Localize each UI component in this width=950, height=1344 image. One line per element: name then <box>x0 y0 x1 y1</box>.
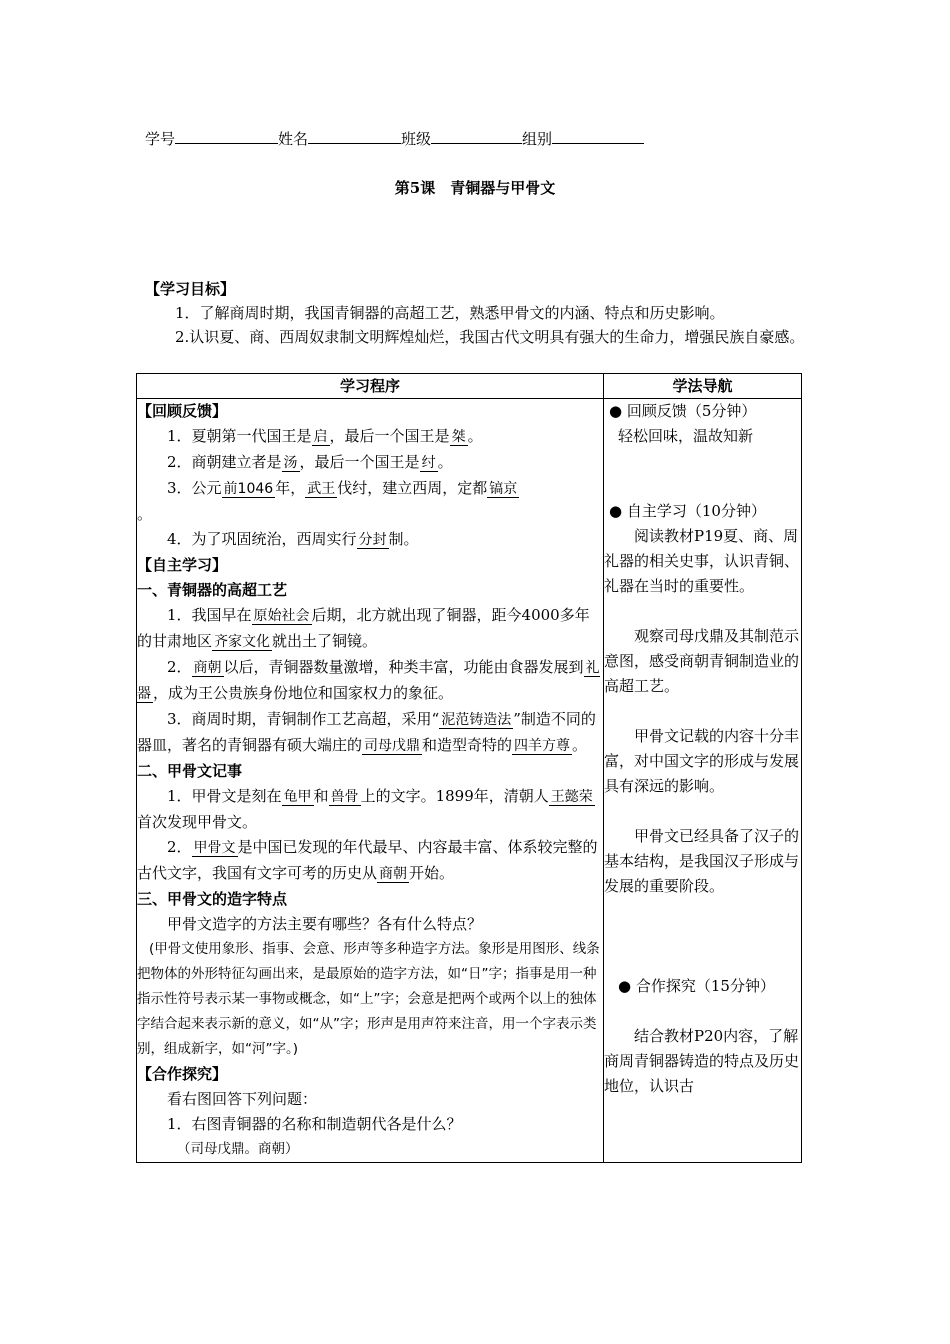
answer-blank[interactable]: 齐家文化 <box>214 634 271 650</box>
question-text: 年， <box>275 479 306 497</box>
self-study-heading: 【自主学习】 <box>137 556 228 574</box>
question-text: 开始。 <box>409 864 455 882</box>
answer-blank[interactable]: 原始社会 <box>253 608 310 624</box>
review-question-1 <box>137 424 603 450</box>
student-name-blank[interactable] <box>308 129 401 144</box>
section-1-question-2 <box>137 655 603 707</box>
section-3-title: 三、甲骨文的造字特点 <box>137 890 288 908</box>
question-text: 上的文字。1899年，清朝人 <box>360 787 549 805</box>
cooperation-question-1: 1．右图青铜器的名称和制造朝代各是什么？ <box>167 1115 462 1133</box>
review-heading: 【回顾反馈】 <box>137 402 228 420</box>
answer-blank[interactable]: 四羊方尊 <box>514 738 571 754</box>
answer-blank[interactable]: 前1046 <box>223 481 274 497</box>
answer-blank[interactable]: 王懿荣 <box>550 789 593 805</box>
question-text: 和造型奇特的 <box>422 736 513 754</box>
section-2-question-1 <box>137 784 603 835</box>
question-text: 2． <box>167 838 192 856</box>
question-text: 。 <box>137 505 153 523</box>
objectives-heading: 【学习目标】 <box>145 280 236 298</box>
guide-cooperation-title: ● 合作探究（15分钟） <box>618 977 775 995</box>
student-id-label: 学号 <box>145 130 176 148</box>
study-table <box>136 373 802 1163</box>
answer-blank[interactable]: 镐京 <box>489 481 518 497</box>
cooperation-heading: 【合作探究】 <box>137 1065 228 1083</box>
section-1-question-3 <box>137 707 603 759</box>
review-question-3 <box>137 476 603 527</box>
question-text: 4．为了巩固统治，西周实行 <box>167 530 357 548</box>
section-1-question-1 <box>137 603 603 655</box>
question-text: 。 <box>572 736 588 754</box>
answer-blank[interactable]: 兽骨 <box>330 789 359 805</box>
class-label: 班级 <box>401 130 432 148</box>
answer-blank[interactable]: 分封 <box>358 532 387 548</box>
question-text: ，成为王公贵族身份地位和国家权力的象征。 <box>153 684 454 702</box>
answer-blank[interactable]: 启 <box>313 429 328 445</box>
question-text: 3．公元 <box>167 479 222 497</box>
answer-blank[interactable]: 泥范铸造法 <box>441 712 512 728</box>
answer-blank[interactable]: 汤 <box>283 455 298 471</box>
section-1-title: 一、青铜器的高超工艺 <box>137 581 288 599</box>
guide-oracle-structure-text: 甲骨文已经具备了汉子的基本结构，是我国汉子形成与发展的重要阶段。 <box>604 827 800 895</box>
question-text: 以后，青铜器数量激增，种类丰富，功能由食器发展到 <box>223 658 584 676</box>
class-blank[interactable] <box>431 129 522 144</box>
question-text: 和 <box>313 787 329 805</box>
answer-blank[interactable]: 纣 <box>421 455 436 471</box>
student-id-blank[interactable] <box>175 129 278 144</box>
answer-blank[interactable]: 甲骨文 <box>193 840 236 856</box>
section-2-question-2 <box>137 835 603 887</box>
student-info-line <box>145 128 644 149</box>
guide-review-title: ● 回顾反馈（5分钟） <box>609 402 757 420</box>
question-text: ，最后一个国王是 <box>329 427 450 445</box>
question-text: 2． <box>167 658 192 676</box>
learning-objectives <box>145 277 810 349</box>
guide-cauldron-text: 观察司母戊鼎及其制范示意图，感受商朝青铜制造业的高超工艺。 <box>604 627 800 695</box>
guide-self-study-title: ● 自主学习（10分钟） <box>609 502 766 520</box>
procedure-column <box>137 399 604 1163</box>
guide-oracle-content-text: 甲骨文记载的内容十分丰富，对中国文字的形成与发展具有深远的影响。 <box>604 727 800 795</box>
guide-review-text: 轻松回味，温故知新 <box>618 427 754 445</box>
question-text: ，最后一个国王是 <box>299 453 420 471</box>
question-text: 制。 <box>388 530 419 548</box>
student-name-label: 姓名 <box>278 130 309 148</box>
question-text: 伐纣，建立西周，定都 <box>337 479 488 497</box>
section-3-answer: (甲骨文使用象形、指事、会意、形声等多种造字方法。象形是用图形、线条把物体的外形特征勾画出来，是最原始的造字方法，如“日”字；指事是用一种指示性符号表示某一事物或概念，如“上”字；会意是把两个或两个以上的独体字结合起来表示新的意义，如“从”字；形声是用声符来注音，用一个字表示类别，组成新字，如“河”字。) <box>137 941 600 1057</box>
answer-blank[interactable]: 商朝 <box>193 660 222 676</box>
lesson-title: 第5课 青铜器与甲骨文 <box>394 179 556 197</box>
objective-item-2: 2.认识夏、商、西周奴隶制文明辉煌灿烂，我国古代文明具有强大的生命力，增强民族自豪感。 <box>175 328 805 346</box>
answer-blank[interactable]: 司母戊鼎 <box>364 738 421 754</box>
question-text: ”制造不同的器皿，著名的青铜器有硕大端庄的 <box>137 710 596 754</box>
question-text: 后期，北方就出现了铜器，距今4000多年的甘肃地区 <box>137 606 590 650</box>
guide-header: 学法导航 <box>604 374 802 399</box>
question-text: 2．商朝建立者是 <box>167 453 282 471</box>
answer-blank[interactable]: 桀 <box>451 429 466 445</box>
question-text: 1．甲骨文是刻在 <box>167 787 282 805</box>
objective-item-1: 1．了解商周时期，我国青铜器的高超工艺，熟悉甲骨文的内涵、特点和历史影响。 <box>175 304 725 322</box>
question-text: 1．我国早在 <box>167 606 252 624</box>
guide-column <box>604 399 802 1163</box>
answer-blank[interactable]: 武王 <box>307 481 336 497</box>
cooperation-answer-1: （司母戊鼎。商朝） <box>177 1141 299 1157</box>
group-label: 组别 <box>522 130 553 148</box>
question-text: 就出土了铜镜。 <box>272 632 378 650</box>
answer-blank[interactable]: 商朝 <box>379 866 408 882</box>
answer-blank[interactable]: 礼器 <box>137 660 600 702</box>
question-text: 。 <box>467 427 483 445</box>
review-question-2 <box>137 450 603 476</box>
guide-self-study-text: 阅读教材P19夏、商、周礼器的相关史事，认识青铜、礼器在当时的重要性。 <box>604 527 800 595</box>
answer-blank[interactable]: 龟甲 <box>283 789 312 805</box>
question-text: 是中国已发现的年代最早、内容最丰富、体系较完整的古代文字，我国有文字可考的历史从 <box>137 838 598 882</box>
question-text: 3．商周时期，青铜制作工艺高超，采用“ <box>167 710 440 728</box>
section-3-question: 甲骨文造字的方法主要有哪些？各有什么特点？ <box>167 915 483 933</box>
question-text: 。 <box>437 453 453 471</box>
question-text: 首次发现甲骨文。 <box>137 813 258 831</box>
cooperation-intro: 看右图回答下列问题： <box>167 1090 318 1108</box>
guide-cooperation-text: 结合教材P20内容，了解商周青铜器铸造的特点及历史地位，认识古 <box>604 1027 800 1095</box>
procedure-header: 学习程序 <box>137 374 604 399</box>
review-question-4 <box>137 527 603 553</box>
group-blank[interactable] <box>552 129 644 144</box>
section-2-title: 二、甲骨文记事 <box>137 762 243 780</box>
question-text: 1．夏朝第一代国王是 <box>167 427 312 445</box>
